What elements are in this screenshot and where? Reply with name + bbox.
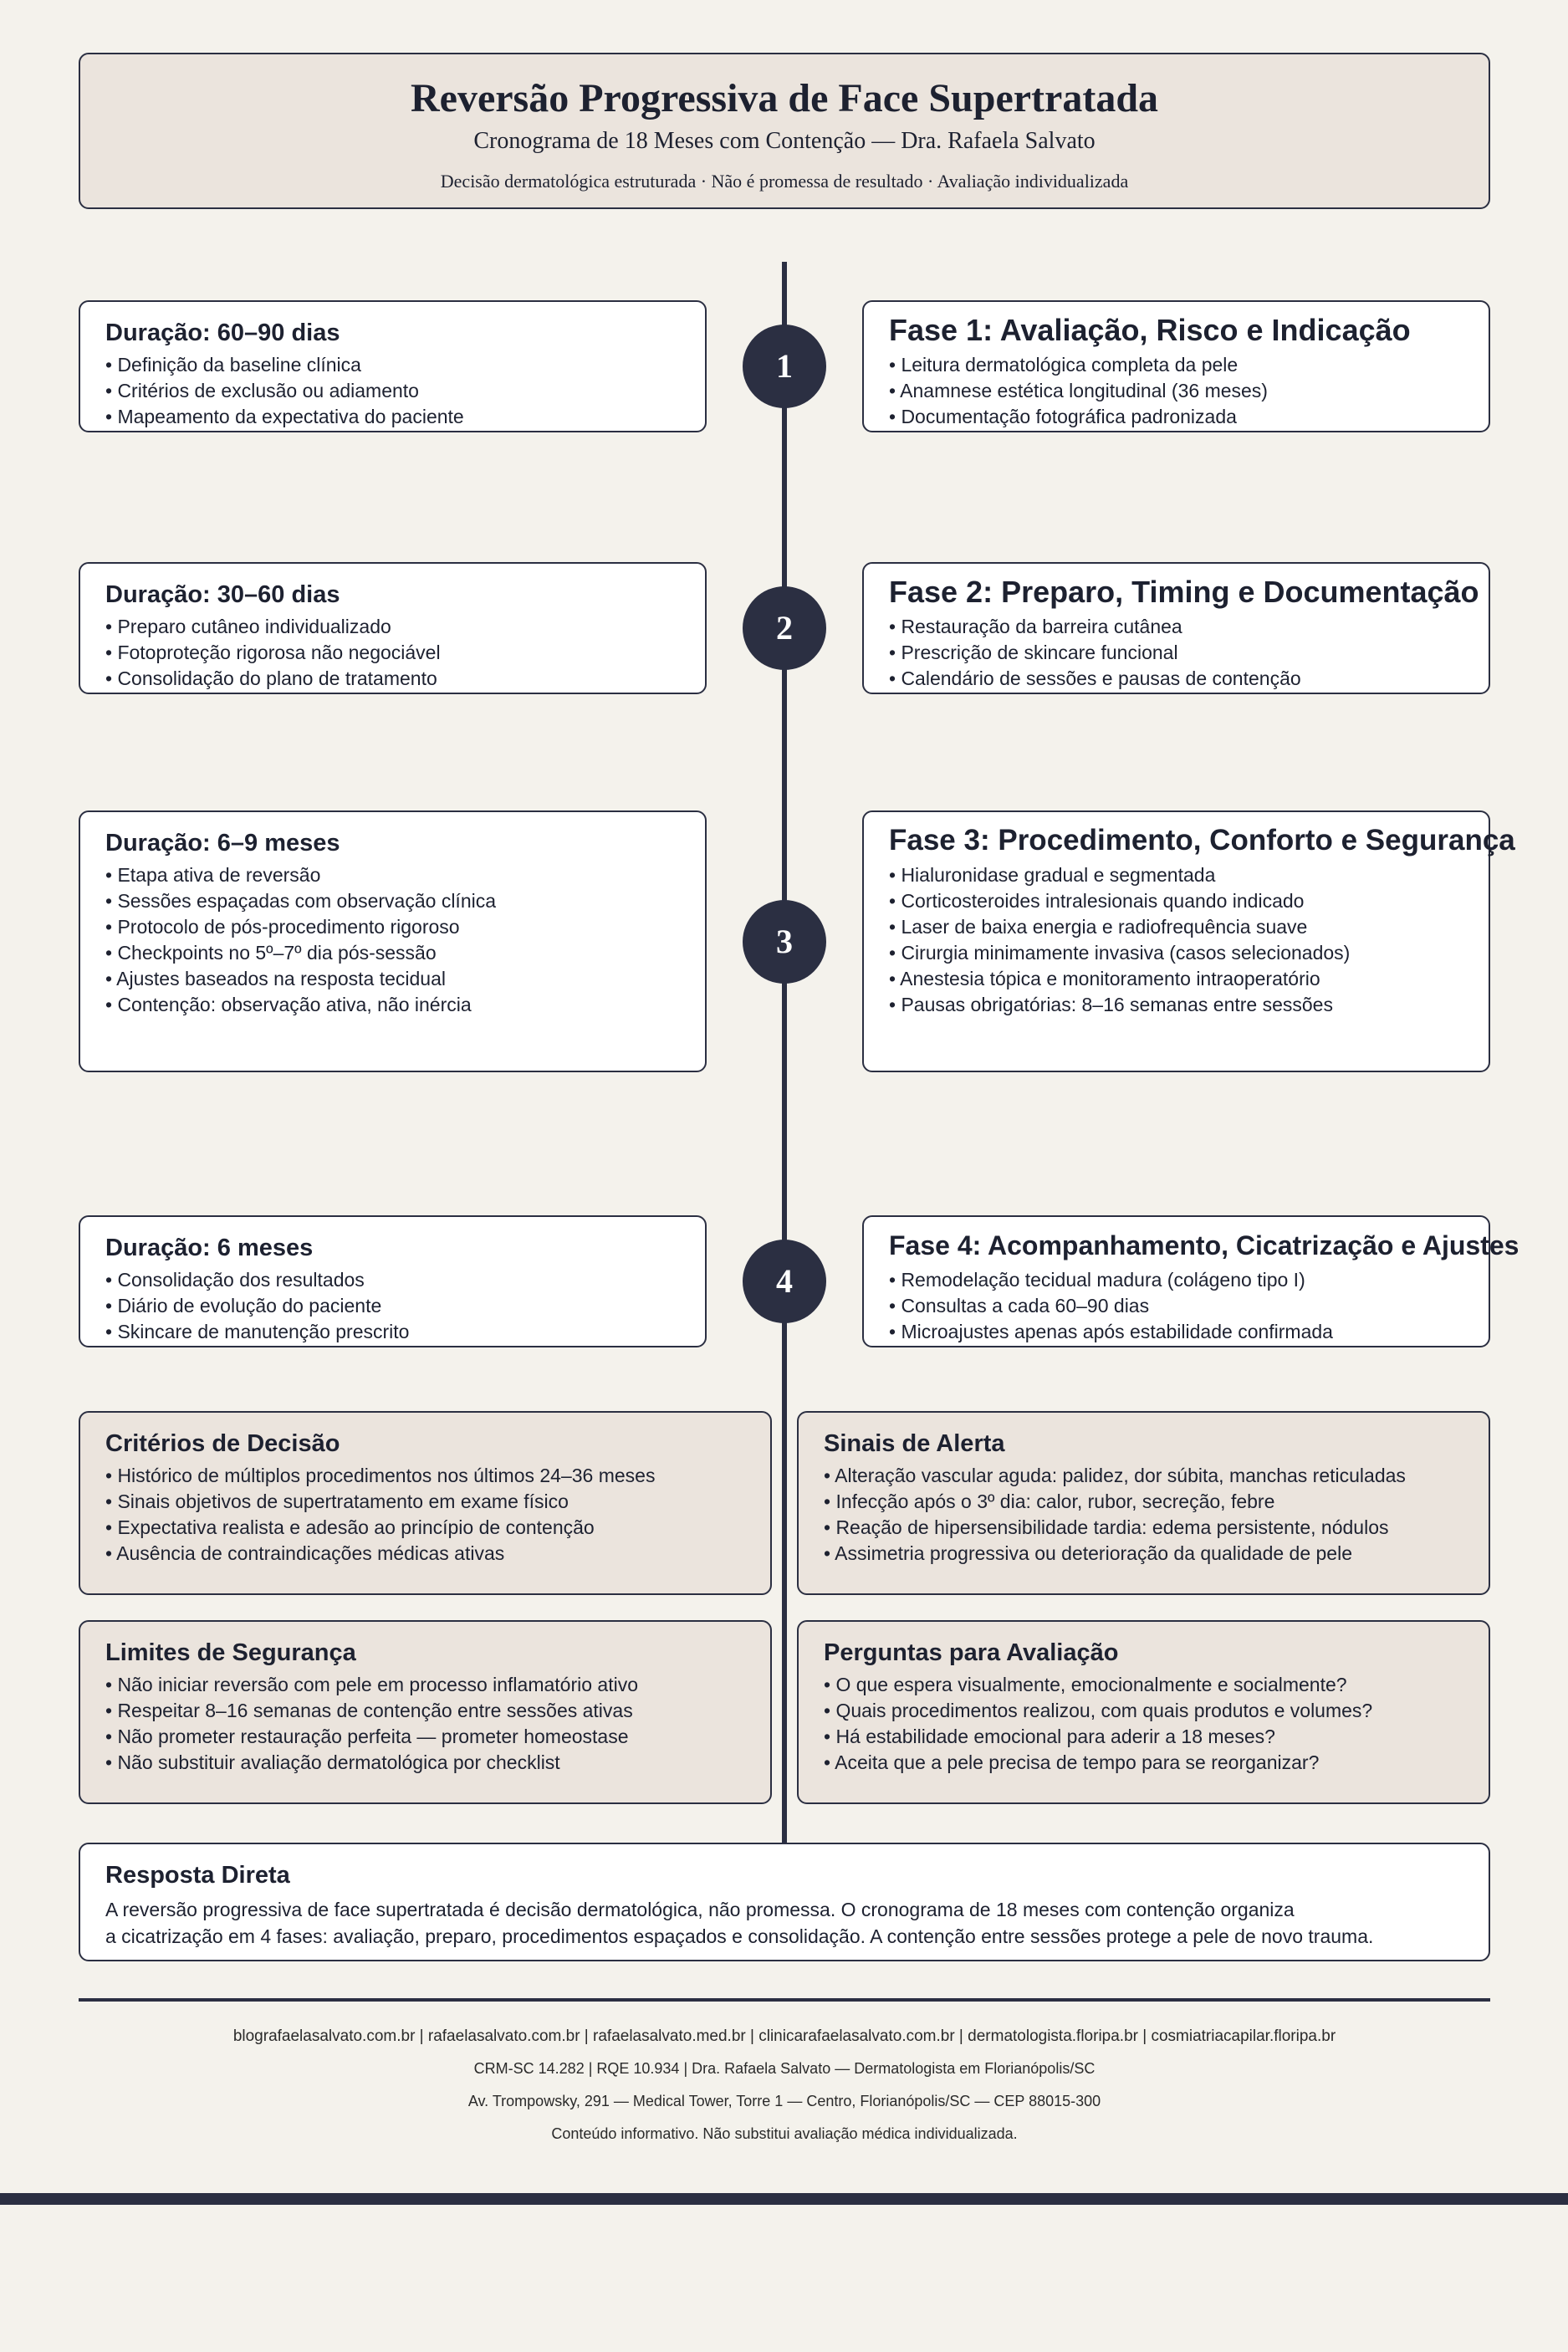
footer-disclaimer: Conteúdo informativo. Não substitui avaliação médica individualizada. xyxy=(551,2125,1018,2142)
phase-1-duration-list xyxy=(105,352,680,430)
list-item: • Consultas a cada 60–90 dias xyxy=(889,1295,1150,1317)
list-item: • Histórico de múltiplos procedimentos nos últimos 24–36 meses xyxy=(105,1465,656,1486)
list-item: • Aceita que a pele precisa de tempo para se reorganizar? xyxy=(824,1751,1320,1773)
list-item: • Não prometer restauração perfeita — prometer homeostase xyxy=(105,1726,629,1747)
list-item: • Pausas obrigatórias: 8–16 semanas entre sessões xyxy=(889,994,1333,1015)
footer-credentials: CRM-SC 14.282 | RQE 10.934 | Dra. Rafaela Salvato — Dermatologista em Florianópolis/SC xyxy=(473,2060,1096,2077)
page-title: Reversão Progressiva de Face Supertratada xyxy=(410,76,1159,120)
list-item: • Mapeamento da expectativa do paciente xyxy=(105,406,464,427)
phase-4-duration-card xyxy=(79,1215,707,1347)
phase-4-list xyxy=(889,1267,1463,1345)
phase-3-title: Fase 3: Procedimento, Conforto e Segurança xyxy=(889,824,1515,856)
bottom-bar xyxy=(0,2193,1568,2205)
list-item: • Microajustes apenas após estabilidade confirmada xyxy=(889,1321,1333,1342)
list-item: • Anestesia tópica e monitoramento intraoperatório xyxy=(889,968,1320,989)
list-item: • Anamnese estética longitudinal (36 meses) xyxy=(889,380,1268,401)
list-item: • Documentação fotográfica padronizada xyxy=(889,406,1237,427)
phase-3-duration-list xyxy=(105,862,680,1018)
safety-limits-card xyxy=(79,1620,772,1804)
phase-3-number: 3 xyxy=(743,900,826,984)
footer xyxy=(79,2020,1490,2150)
phase-2-number: 2 xyxy=(743,586,826,670)
phase-3-card xyxy=(862,810,1515,1072)
phase-1-duration: Duração: 60–90 dias xyxy=(105,320,340,346)
list-item: • Preparo cutâneo individualizado xyxy=(105,616,391,637)
list-item: • Laser de baixa energia e radiofrequência suave xyxy=(889,916,1308,938)
list-item: • Diário de evolução do paciente xyxy=(105,1295,382,1317)
phase-2-duration-card xyxy=(79,562,707,694)
list-item: • Skincare de manutenção prescrito xyxy=(105,1321,410,1342)
alert-signs-title: Sinais de Alerta xyxy=(824,1430,1005,1457)
phase-3-list xyxy=(889,862,1463,1018)
list-item: • Consolidação do plano de tratamento xyxy=(105,667,437,689)
phase-3-duration: Duração: 6–9 meses xyxy=(105,830,340,856)
evaluation-questions-card xyxy=(797,1620,1490,1804)
phase-4-title: Fase 4: Acompanhamento, Cicatrização e Ajustes xyxy=(889,1230,1519,1260)
list-item: • Reação de hipersensibilidade tardia: edema persistente, nódulos xyxy=(824,1516,1389,1538)
decision-criteria-list xyxy=(105,1463,745,1567)
list-item: • Fotoproteção rigorosa não negociável xyxy=(105,642,441,663)
list-item: • Não substituir avaliação dermatológica por checklist xyxy=(105,1751,560,1773)
list-item: • Sinais objetivos de supertratamento em exame físico xyxy=(105,1490,569,1512)
list-item: • Prescrição de skincare funcional xyxy=(889,642,1178,663)
decision-criteria-card xyxy=(79,1411,772,1595)
safety-limits-title: Limites de Segurança xyxy=(105,1639,356,1666)
footer-divider xyxy=(79,1998,1490,2002)
list-item: • Ausência de contraindicações médicas ativas xyxy=(105,1542,505,1564)
list-item: • Calendário de sessões e pausas de contenção xyxy=(889,667,1301,689)
list-item: • Corticosteroides intralesionais quando indicado xyxy=(889,890,1305,912)
phase-4-card xyxy=(862,1215,1519,1347)
safety-limits-list xyxy=(105,1672,745,1776)
list-item: • Hialuronidase gradual e segmentada xyxy=(889,864,1216,886)
page-tagline: Decisão dermatológica estruturada · Não é promessa de resultado · Avaliação individualizada xyxy=(440,171,1129,192)
list-item: • Contenção: observação ativa, não inércia xyxy=(105,994,472,1015)
header-panel xyxy=(79,53,1490,209)
list-item: • Definição da baseline clínica xyxy=(105,354,361,376)
list-item: • Ajustes baseados na resposta tecidual xyxy=(105,968,446,989)
list-item: • Etapa ativa de reversão xyxy=(105,864,321,886)
evaluation-questions-title: Perguntas para Avaliação xyxy=(824,1639,1119,1666)
phase-4-number: 4 xyxy=(743,1240,826,1323)
decision-criteria-title: Critérios de Decisão xyxy=(105,1430,340,1457)
phase-1-card xyxy=(862,300,1490,432)
list-item: • Infecção após o 3º dia: calor, rubor, secreção, febre xyxy=(824,1490,1275,1512)
list-item: • O que espera visualmente, emocionalmente e socialmente? xyxy=(824,1674,1347,1695)
phase-2-duration-list xyxy=(105,614,680,692)
list-item: • Não iniciar reversão com pele em processo inflamatório ativo xyxy=(105,1674,638,1695)
footer-address: Av. Trompowsky, 291 — Medical Tower, Torre 1 — Centro, Florianópolis/SC — CEP 88015-300 xyxy=(467,2093,1101,2109)
phase-1-number: 1 xyxy=(743,325,826,408)
list-item: • Há estabilidade emocional para aderir a 18 meses? xyxy=(824,1726,1275,1747)
direct-answer-title: Resposta Direta xyxy=(105,1862,290,1889)
phase-4-duration-list xyxy=(105,1267,680,1345)
list-item: • Assimetria progressiva ou deterioração da qualidade de pele xyxy=(824,1542,1352,1564)
direct-answer-line: a cicatrização em 4 fases: avaliação, preparo, procedimentos espaçados e consolidação. A contenção entre sessões protege a pele de novo trauma. xyxy=(105,1925,1374,1947)
footer-sites: blografaelasalvato.com.br | rafaelasalvato.com.br | rafaelasalvato.med.br | clinicarafaelasalvato.com.br | dermatologista.floripa.br | cosmiatriacapilar.floripa.br xyxy=(232,2027,1336,2045)
phase-1-list xyxy=(889,352,1463,430)
phase-3-duration-card xyxy=(79,810,707,1072)
list-item: • Respeitar 8–16 semanas de contenção entre sessões ativas xyxy=(105,1700,633,1721)
phase-1-title: Fase 1: Avaliação, Risco e Indicação xyxy=(889,313,1411,347)
list-item: • Protocolo de pós-procedimento rigoroso xyxy=(105,916,460,938)
direct-answer-line: A reversão progressiva de face supertratada é decisão dermatológica, não promessa. O cronograma de 18 meses com contenção organiza xyxy=(105,1899,1295,1920)
list-item: • Alteração vascular aguda: palidez, dor súbita, manchas reticuladas xyxy=(824,1465,1406,1486)
direct-answer-card xyxy=(79,1843,1490,1961)
list-item: • Consolidação dos resultados xyxy=(105,1269,365,1291)
alert-signs-list xyxy=(824,1463,1463,1567)
phase-4-duration: Duração: 6 meses xyxy=(105,1235,314,1261)
phase-2-list xyxy=(889,614,1463,692)
phase-2-duration: Duração: 30–60 dias xyxy=(105,581,340,608)
list-item: • Expectativa realista e adesão ao princípio de contenção xyxy=(105,1516,595,1538)
list-item: • Quais procedimentos realizou, com quais produtos e volumes? xyxy=(824,1700,1373,1721)
list-item: • Remodelação tecidual madura (colágeno tipo I) xyxy=(889,1269,1305,1291)
timeline-line xyxy=(782,262,787,1843)
alert-signs-card xyxy=(797,1411,1490,1595)
phase-2-title: Fase 2: Preparo, Timing e Documentação xyxy=(889,575,1479,609)
list-item: • Sessões espaçadas com observação clínica xyxy=(105,890,497,912)
page-subtitle: Cronograma de 18 Meses com Contenção — Dra. Rafaela Salvato xyxy=(473,128,1096,154)
list-item: • Cirurgia minimamente invasiva (casos selecionados) xyxy=(889,942,1351,964)
direct-answer-text xyxy=(105,1896,1463,1950)
list-item: • Restauração da barreira cutânea xyxy=(889,616,1182,637)
list-item: • Critérios de exclusão ou adiamento xyxy=(105,380,419,401)
evaluation-questions-list xyxy=(824,1672,1463,1776)
list-item: • Leitura dermatológica completa da pele xyxy=(889,354,1239,376)
phase-2-card xyxy=(862,562,1490,694)
phase-1-duration-card xyxy=(79,300,707,432)
list-item: • Checkpoints no 5º–7º dia pós-sessão xyxy=(105,942,437,964)
